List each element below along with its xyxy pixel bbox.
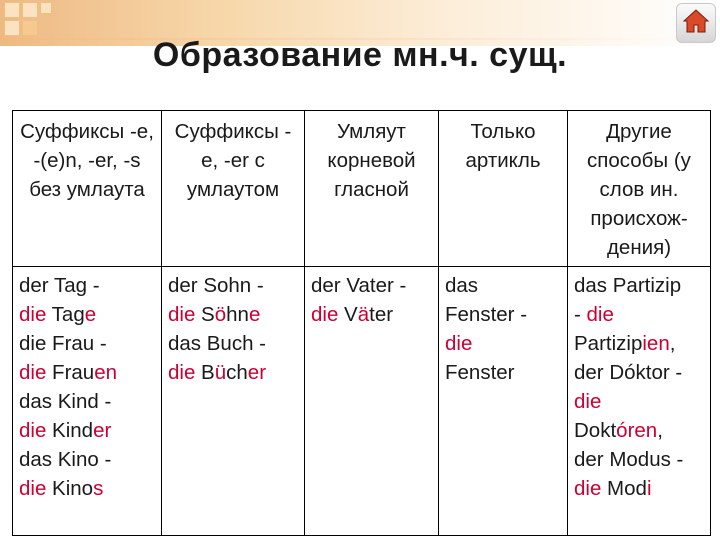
examples-cell-suffix-umlaut bbox=[162, 267, 305, 536]
example-singular: der Vater - bbox=[311, 274, 407, 297]
example-singular: der Tag - bbox=[19, 274, 100, 297]
example-plural: die Tage bbox=[19, 303, 97, 326]
example-plural: die Frauen bbox=[19, 361, 118, 384]
example-singular: der Dóktor - bbox=[574, 361, 683, 384]
example-plural: die Modi bbox=[574, 477, 652, 500]
plural-formation-table bbox=[12, 110, 711, 536]
table-examples-row bbox=[13, 267, 711, 536]
header-cell: Умляут корневой гласной bbox=[305, 111, 439, 267]
example-plural: Partizipien, bbox=[574, 332, 676, 355]
example-singular: der Sohn - bbox=[168, 274, 264, 297]
home-icon bbox=[682, 8, 710, 39]
header-cell: Только артикль bbox=[439, 111, 568, 267]
example-plural: die Kinos bbox=[19, 477, 104, 500]
example-singular: das Kino - bbox=[19, 448, 112, 471]
example-plural: Doktóren, bbox=[574, 419, 663, 442]
example-singular: das Partizip bbox=[574, 274, 682, 297]
examples-cell-root-umlaut bbox=[305, 267, 439, 536]
examples-cell-article-only bbox=[439, 267, 568, 536]
example-singular: das Buch - bbox=[168, 332, 266, 355]
example-plural: die Väter bbox=[311, 303, 394, 326]
header-cell: Суффиксы -e, -(e)n, -er, -s без умлаута bbox=[13, 111, 162, 267]
example-plural: die Bücher bbox=[168, 361, 267, 384]
example-plural: die Kinder bbox=[19, 419, 112, 442]
example-plural: - die bbox=[574, 303, 614, 326]
examples-cell-suffix-no-umlaut bbox=[13, 267, 162, 536]
table-header-row bbox=[13, 111, 711, 267]
example-singular: die Frau - bbox=[19, 332, 107, 355]
example-plural: die Söhne bbox=[168, 303, 261, 326]
example-plural-article: die bbox=[574, 390, 602, 413]
example-plural-article: die bbox=[445, 332, 473, 355]
examples-cell-other-ways bbox=[568, 267, 711, 536]
example-plural-noun: Fenster bbox=[445, 361, 515, 384]
header-cell: Другие способы (у слов ин. происхож-дения) bbox=[568, 111, 711, 267]
example-singular-noun: Fenster - bbox=[445, 303, 528, 326]
example-singular: der Modus - bbox=[574, 448, 684, 471]
example-singular: das Kind - bbox=[19, 390, 112, 413]
header-cell: Суффиксы -e, -er с умлаутом bbox=[162, 111, 305, 267]
slide-title: Образование мн.ч. сущ. bbox=[152, 36, 568, 74]
example-singular-article: das bbox=[445, 274, 479, 297]
